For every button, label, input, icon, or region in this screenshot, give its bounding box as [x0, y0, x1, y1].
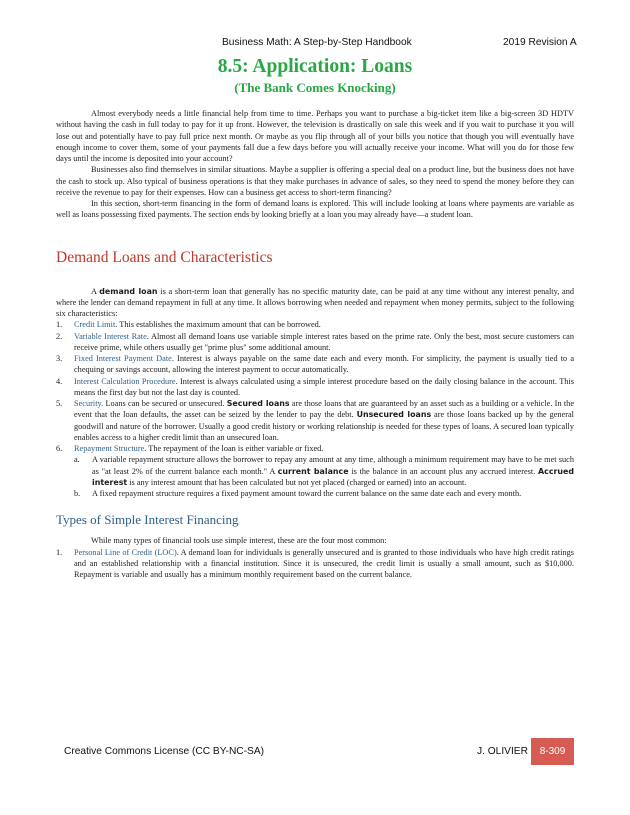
running-header-title: Business Math: A Step-by-Step Handbook [222, 37, 412, 48]
simple-interest-financing-heading: Types of Simple Interest Financing [56, 512, 239, 528]
list-item: 1. Personal Line of Credit (LOC). A demand loan for individuals is generally unsecured and is granted to those individuals who have high credit ratings and an established relationship with a financial institution. Since it is unsecured, the credit limit is usually a small amount, such as $10,000. Repayment is variable and usually has a minimum monthly requirement based on the current balance. [56, 547, 575, 579]
list-item: 1. Credit Limit. This establishes the maximum amount that can be borrowed. [56, 320, 321, 330]
term-credit-limit: Credit Limit [74, 320, 116, 330]
term-secured-loans: Secured loans [226, 399, 290, 408]
list-item: 3. Fixed Interest Payment Date. Interest is always payable on the same date each and every month. For simplicity, the payment is usually tied to a chequing or savings account, allowing the interest payment to occur automatically. [56, 354, 574, 375]
license-footer: Creative Commons License (CC BY-NC-SA) [64, 746, 265, 757]
page-number-badge: 8-309 [531, 738, 574, 765]
demand-loan-definition: A demand loan is a short-term loan that generally has no specific maturity date, can be paid at any time without any interest penalty, and where the lender can demand repayment in full at any time. It allows borrowing when needed and repayment when money permits, subject to the following six characteristics: [56, 286, 574, 318]
repayment-sublist [74, 454, 574, 499]
term-interest-calculation-procedure: Interest Calculation Procedure [74, 376, 176, 386]
intro-paragraph-1: Almost everybody needs a little financial help from time to time. Perhaps you want to purchase a big-ticket item like a big-screen 3D HDTV without having the cash in full today to pay for it up front. However, the television is drastically on sale this week and if you wait to purchase it you will lose out and potentially have to pay full price next month. Or maybe as you flip through all of your bills you notice that though you will eventually have enough income to cover them, some of your payments fall due a few days before you will actually receive your income. What will you do for those few days until the income is deposited into your account? [56, 109, 574, 163]
term-fixed-interest-payment-date: Fixed Interest Payment Date [74, 354, 172, 363]
list-item: 4. Interest Calculation Procedure. Interest is always calculated using a simple interest procedure based on the daily closing balance in the account. This means the first day but not the last day is counted. [56, 376, 574, 397]
term-variable-interest-rate: Variable Interest Rate [74, 331, 147, 341]
page-body [56, 108, 574, 580]
list-item: 5. Security. Loans can be secured or unsecured. Secured loans are those loans that are guaranteed by an asset such as a building or a vehicle. In the event that the loan defaults, the asset can be seized by the lender to pay the debt. Unsecured loans are those loans backed up by the general goodwill and nature of the borrower. Usually a good credit history or working relationship is needed for these types of loans. A secured loan typically enables access to a higher credit limit than an unsecured loan. [56, 399, 575, 442]
term-repayment-structure: Repayment Structure [74, 444, 145, 453]
section-subtitle: (The Bank Comes Knocking) [234, 80, 396, 95]
intro-paragraph-3: In this section, short-term financing in the form of demand loans is explored. This will include looking at loans where payments are variable as well as loans possessing fixed payments. The section ends by looking briefly at a loan you may already have—a student loan. [56, 199, 574, 220]
term-current-balance: current balance [277, 466, 349, 476]
financing-list [56, 547, 574, 581]
term-security: Security [74, 399, 102, 408]
section-title: 8.5: Application: Loans [217, 56, 413, 77]
demand-loans-heading: Demand Loans and Characteristics [56, 248, 273, 266]
author-footer: J. OLIVIER [477, 746, 528, 757]
intro-paragraph-2: Businesses also find themselves in similar situations. Maybe a supplier is offering a special deal on a product line, but the business does not have the cash to stock up. Also typical of business operations is that they make purchases in advance of sales, so they need to spend the money before they can receive the revenue to pay for their expenses. How can a business get access to short-term financing? [56, 165, 574, 197]
term-unsecured-loans: Unsecured loans [356, 410, 432, 420]
characteristics-list [56, 319, 574, 499]
list-item: b. A fixed repayment structure requires a fixed payment amount toward the current balance on the same date each and every month. [74, 489, 522, 498]
list-item: 6. Repayment Structure. The repayment of the loan is either variable or fixed. a. A variable repayment structure allows the borrower to repay any amount at any time, although a minimum requirement may have to be met such as "at least 2% of the current balance each month." A current balance is the balance in an account plus any accrued interest. Accrued interest is any interest amount that has been calculated but not yet placed (charged or earned) into an account. b. A fixed repayment structure requires a fixed payment amount toward the current balance on the same date each and every month. [56, 444, 575, 498]
list-item: a. A variable repayment structure allows the borrower to repay any amount at any time, although a minimum requirement may have to be met such as "at least 2% of the current balance each month." A current balance is the balance in an account plus any accrued interest. Accrued interest is any interest amount that has been calculated but not yet placed (charged or earned) into an account. [74, 455, 575, 487]
term-personal-line-of-credit: Personal Line of Credit (LOC) [74, 547, 177, 557]
financing-intro: While many types of financial tools use simple interest, these are the four most common: [91, 536, 387, 546]
list-item: 2. Variable Interest Rate. Almost all demand loans use variable simple interest rates based on the prime rate. Only the best, most secure customers can receive prime, while others usually get "prime plus" some additional amount. [56, 331, 574, 352]
running-header-revision: 2019 Revision A [503, 37, 577, 48]
term-demand-loan: demand loan [99, 286, 158, 296]
term-accrued-interest: Accrued interest [92, 466, 575, 487]
